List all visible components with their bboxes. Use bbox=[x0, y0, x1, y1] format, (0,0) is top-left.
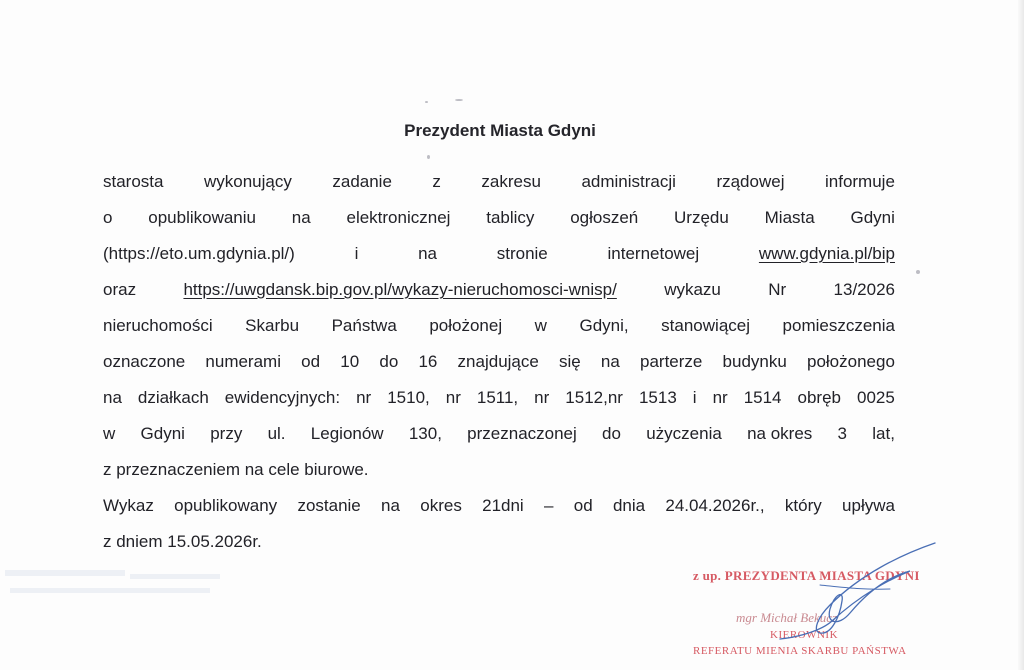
word: Wykaz bbox=[103, 496, 154, 515]
word: tablicy bbox=[486, 208, 535, 227]
word: nieruchomości bbox=[103, 316, 213, 335]
word: opublikowany bbox=[174, 496, 278, 515]
body-line-2 bbox=[103, 200, 895, 236]
word: o bbox=[103, 208, 113, 227]
word: na bbox=[600, 352, 620, 371]
word: w bbox=[103, 424, 116, 443]
stamp-position-line: KIEROWNIK bbox=[770, 629, 839, 641]
word: i bbox=[354, 244, 359, 263]
word: 16 bbox=[418, 352, 438, 371]
body-line-9: z przeznaczeniem na cele biurowe. bbox=[103, 460, 369, 479]
word: oznaczone bbox=[103, 352, 186, 371]
word: – bbox=[544, 496, 554, 515]
word: 3 bbox=[837, 424, 847, 443]
body-line-5 bbox=[103, 308, 895, 344]
page-edge-shadow bbox=[1018, 0, 1024, 670]
word: elektronicznej bbox=[346, 208, 451, 227]
word: wykazu bbox=[664, 280, 721, 299]
scan-speck bbox=[427, 155, 430, 159]
word: na bbox=[291, 208, 311, 227]
word: 1513 bbox=[638, 388, 677, 407]
scan-speck bbox=[455, 99, 463, 101]
handwritten-signature bbox=[760, 535, 950, 645]
body-line-6 bbox=[103, 344, 895, 380]
word: który bbox=[784, 496, 822, 515]
word: budynku bbox=[722, 352, 787, 371]
word: oraz bbox=[103, 280, 137, 299]
word: Państwa bbox=[331, 316, 397, 335]
word: i bbox=[692, 388, 697, 407]
body-line-1 bbox=[103, 164, 895, 200]
word: 1512,nr bbox=[565, 388, 623, 407]
word: 0025 bbox=[857, 388, 895, 407]
word: na bbox=[381, 496, 400, 515]
link: https://uwgdansk.bip.gov.pl/wykazy-nieruchomosci-wnisp/ bbox=[183, 280, 617, 299]
word: od bbox=[301, 352, 321, 371]
word: informuje bbox=[824, 172, 895, 191]
stamp-authority-line: z up. PREZYDENTA MIASTA GDYNI bbox=[693, 568, 920, 583]
body-line-3 bbox=[103, 236, 895, 272]
word: od bbox=[573, 496, 593, 515]
word: na bbox=[418, 244, 437, 263]
word: stanowiącej bbox=[661, 316, 750, 335]
word: 24.04.2026r., bbox=[665, 496, 765, 515]
word: Gdyni bbox=[850, 208, 895, 227]
word: pomieszczenia bbox=[782, 316, 895, 335]
body-line-11: z dniem 15.05.2026r. bbox=[103, 532, 262, 551]
word: okres bbox=[420, 496, 462, 515]
scan-speck bbox=[916, 270, 920, 274]
word: 21dni bbox=[482, 496, 524, 515]
word: 10 bbox=[340, 352, 360, 371]
word: w bbox=[534, 316, 547, 335]
word: upływa bbox=[842, 496, 895, 515]
word: rządowej bbox=[716, 172, 785, 191]
document-title: Prezydent Miasta Gdyni bbox=[404, 121, 596, 140]
word: stronie bbox=[496, 244, 548, 263]
word: Skarbu bbox=[245, 316, 300, 335]
word: przy bbox=[210, 424, 243, 443]
faint-offset-mark bbox=[0, 560, 280, 620]
word: internetowej bbox=[607, 244, 700, 263]
word: działkach bbox=[137, 388, 209, 407]
body-line-4 bbox=[103, 272, 895, 308]
word: położonej bbox=[429, 316, 503, 335]
word: zadanie bbox=[332, 172, 392, 191]
word: wykonujący bbox=[203, 172, 292, 191]
word: numerami bbox=[205, 352, 281, 371]
body-line-8 bbox=[103, 416, 895, 452]
document-body bbox=[103, 164, 895, 560]
word: 13/2026 bbox=[833, 280, 895, 299]
word: Legionów bbox=[310, 424, 384, 443]
word: (https://eto.um.gdynia.pl/) bbox=[103, 244, 295, 263]
word: 1514 bbox=[743, 388, 782, 407]
word: 130, bbox=[408, 424, 442, 443]
word: z bbox=[432, 172, 441, 191]
word: 1511, bbox=[476, 388, 519, 407]
word: lat, bbox=[872, 424, 895, 443]
word: znajdujące bbox=[457, 352, 539, 371]
word: 1510, bbox=[387, 388, 430, 407]
word: Gdyni, bbox=[579, 316, 629, 335]
word: Gdyni bbox=[140, 424, 185, 443]
word: opublikowaniu bbox=[148, 208, 256, 227]
stamp-name-line: mgr Michał Bekucz bbox=[736, 610, 838, 625]
stamp-department-line: REFERATU MIENIA SKARBU PAŃSTWA bbox=[693, 645, 907, 657]
word: użyczenia bbox=[646, 424, 722, 443]
word: parterze bbox=[640, 352, 703, 371]
word: zakresu bbox=[481, 172, 541, 191]
word: nr bbox=[534, 388, 550, 407]
word: na okres bbox=[747, 424, 813, 443]
word: zostanie bbox=[297, 496, 361, 515]
word: Miasta bbox=[764, 208, 815, 227]
word: ogłoszeń bbox=[570, 208, 639, 227]
word: przeznaczonej bbox=[467, 424, 577, 443]
word: do bbox=[602, 424, 621, 443]
word: dnia bbox=[612, 496, 646, 515]
body-line-10 bbox=[103, 488, 895, 524]
word: obręb bbox=[797, 388, 841, 407]
word: na bbox=[103, 388, 122, 407]
word: nr bbox=[356, 388, 372, 407]
word: położonego bbox=[807, 352, 895, 371]
word: się bbox=[559, 352, 581, 371]
word: Nr bbox=[768, 280, 787, 299]
body-line-7 bbox=[103, 380, 895, 416]
scan-speck bbox=[425, 101, 428, 103]
word: ul. bbox=[267, 424, 286, 443]
word: Urzędu bbox=[674, 208, 729, 227]
link: www.gdynia.pl/bip bbox=[758, 244, 895, 263]
word: do bbox=[379, 352, 399, 371]
word: ewidencyjnych: bbox=[224, 388, 341, 407]
word: starosta bbox=[103, 172, 164, 191]
word: administracji bbox=[581, 172, 676, 191]
word: nr bbox=[712, 388, 728, 407]
word: nr bbox=[445, 388, 461, 407]
